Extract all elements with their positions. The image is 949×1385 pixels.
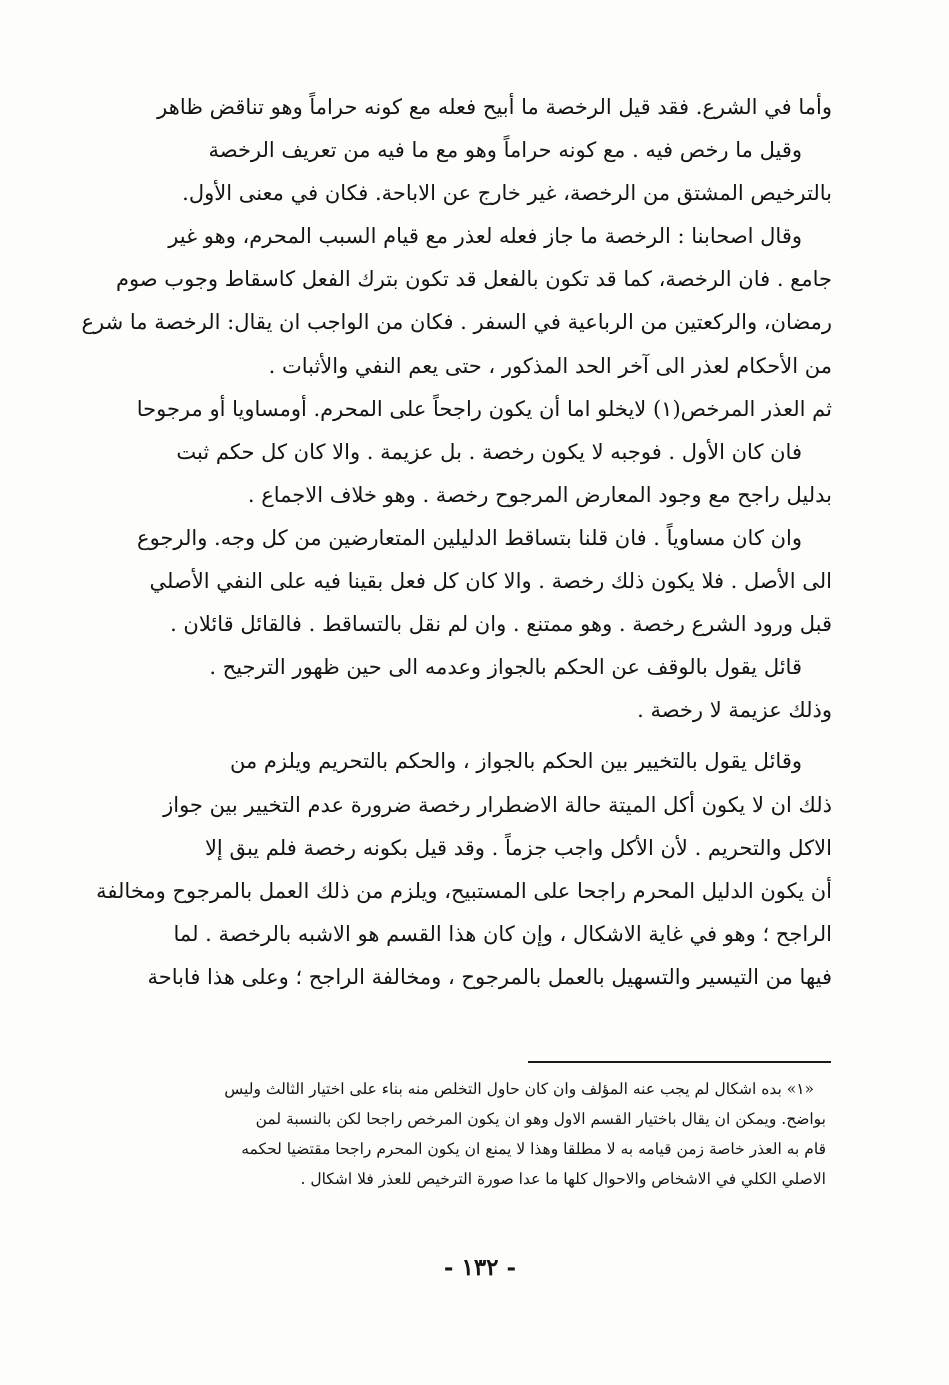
text-line: بالترخيص المشتق من الرخصة، غير خارج عن الاباحة. فكان في معنى الأول.: [182, 181, 832, 206]
text-line: من الأحكام لعذر الى آخر الحد المذكور ، حتى يعم النفي والأثبات .: [268, 353, 832, 378]
text-line: وان كان مساوياً . فان قلنا بتساقط الدليلين المتعارضين من كل وجه. والرجوع: [137, 525, 802, 550]
footnote-line: قام به العذر خاصة زمن قيامه به لا مطلقا وهذا لا يمنع ان يكون المحرم راجحا مقتضيا لحكمه: [241, 1140, 826, 1158]
page-number: - ١٣٢ -: [443, 1254, 517, 1281]
text-line: رمضان، والركعتين من الرباعية في السفر . فكان من الواجب ان يقال: الرخصة ما شرع: [81, 310, 832, 335]
text-line: وقيل ما رخص فيه . مع كونه حراماً وهو مع ما فيه من تعريف الرخصة: [208, 138, 802, 163]
text-line: فيها من التيسير والتسهيل بالعمل بالمرجوح ، ومخالفة الراجح ؛ وعلى هذا فاباحة: [147, 964, 832, 989]
text-line: أن يكون الدليل المحرم راجحا على المستبيح، ويلزم من ذلك العمل بالمرجوح ومخالفة: [96, 878, 832, 903]
text-line: الاكل والتحريم . لأن الأكل واجب جزماً . وقد قيل بكونه رخصة فلم يبق إلا: [204, 835, 832, 860]
text-line: جامع . فان الرخصة، كما قد تكون بالفعل قد تكون بترك الفعل كاسقاط وجوب صوم: [115, 267, 832, 292]
text-line: وقال اصحابنا : الرخصة ما جاز فعله لعذر مع قيام السبب المحرم، وهو غير: [168, 224, 802, 249]
text-line: قائل يقول بالوقف عن الحكم بالجواز وعدمه الى حين ظهور الترجيح .: [209, 655, 802, 680]
text-line: ثم العذر المرخص(١) لايخلو اما أن يكون راجحاً على المحرم. أومساويا أو مرجوحا: [136, 396, 832, 421]
footnotes: [86, 1074, 826, 1194]
text-line: وذلك عزيمة لا رخصة .: [637, 698, 832, 723]
main-text: [78, 86, 832, 999]
text-line: بدليل راجح مع وجود المعارض المرجوح رخصة . وهو خلاف الاجماع .: [247, 482, 832, 507]
text-line: وأما في الشرع. فقد قيل الرخصة ما أبيح فعله مع كونه حراماً وهو تناقض ظاهر: [157, 95, 832, 119]
footnote-line: الاصلي الكلي في الاشخاص والاحوال كلها ما عدا صورة الترخيص للعذر فلا اشكال .: [300, 1170, 826, 1188]
text-line: الى الأصل . فلا يكون ذلك رخصة . والا كان كل فعل بقينا فيه على النفي الأصلي: [149, 569, 832, 594]
text-line: فان كان الأول . فوجبه لا يكون رخصة . بل عزيمة . والا كان كل حكم ثبت: [176, 439, 802, 464]
footnote-divider: [528, 1061, 831, 1063]
text-line: وقائل يقول بالتخيير بين الحكم بالجواز ، والحكم بالتحريم ويلزم من: [230, 749, 802, 774]
footnote-line: «١» بده اشكال لم يجب عنه المؤلف وان كان حاول التخلص منه بناء على اختيار الثالث وليس: [224, 1080, 814, 1098]
text-line: قبل ورود الشرع رخصة . وهو ممتنع . وان لم نقل بالتساقط . فالقائل قائلان .: [170, 612, 832, 637]
text-line: الراجح ؛ وهو في غاية الاشكال ، وإن كان هذا القسم هو الاشبه بالرخصة . لما: [173, 921, 832, 946]
footnote-line: بواضح. ويمكن ان يقال باختيار القسم الاول وهو ان يكون المرخص راجحا لكن بالنسبة لمن: [255, 1110, 826, 1128]
text-line: ذلك ان لا يكون أكل الميتة حالة الاضطرار رخصة ضرورة عدم التخيير بين جواز: [163, 792, 832, 817]
